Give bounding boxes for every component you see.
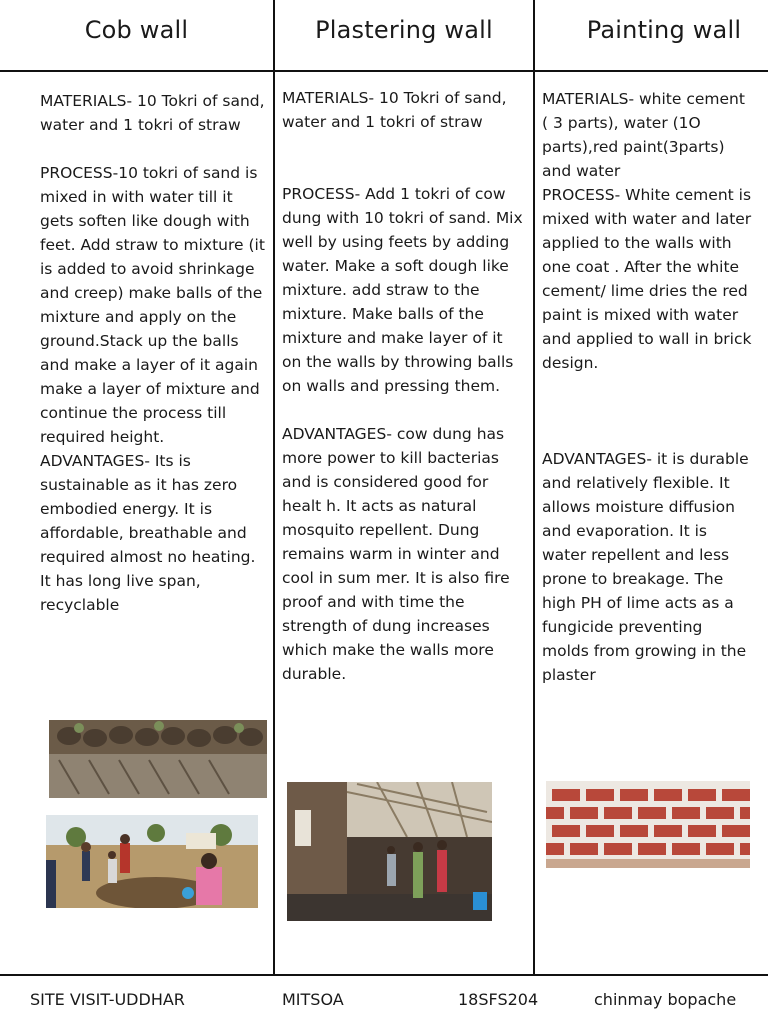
column-divider-1	[273, 0, 275, 974]
cob-wall-text	[40, 89, 268, 617]
painting-process: PROCESS- White cement is mixed with water and later applied to the walls with one coat . After the white cement/ lime dries the red paint is mixed with water and applied to wall in brick design.	[542, 186, 752, 372]
plastering-wall-text	[282, 86, 526, 686]
cob-advantages: ADVANTAGES- Its is sustainable as it has zero embodied energy. It is affordable, breathable and required almost no heating. It has long live span, recyclable	[40, 452, 256, 614]
cob-wall-balls-photo	[49, 720, 267, 798]
plastering-process: PROCESS- Add 1 tokri of cow dung with 10 tokri of sand. Mix well by using feets by adding water. Make a soft dough like mixture. add straw to the mixture. Make balls of the mixture and make layer of it on the walls by throwing balls on walls and pressing them.	[282, 185, 523, 395]
painting-materials: MATERIALS- white cement ( 3 parts), water (1O parts),red paint(3parts) and water	[542, 90, 745, 180]
heading-plastering-wall: Plastering wall	[315, 16, 493, 44]
header-rule	[0, 70, 768, 72]
footer-school: MITSOA	[282, 990, 344, 1009]
heading-painting-wall: Painting wall	[586, 16, 742, 44]
painting-wall-text	[542, 87, 754, 687]
cob-wall-site-photo	[46, 815, 258, 908]
footer-site-visit: SITE VISIT-UDDHAR	[30, 990, 185, 1009]
heading-cob-wall: Cob wall	[84, 16, 189, 44]
footer-code: 18SFS204	[458, 990, 539, 1009]
plastering-advantages: ADVANTAGES- cow dung has more power to kill bacterias and is considered good for healt h. It acts as natural mosquito repellent. Dung remains warm in winter and cool in sum mer. It is also fire proof and with time the strength of dung increases which make the walls more durable.	[282, 425, 510, 683]
painted-brick-wall-photo	[546, 781, 750, 868]
cob-materials: MATERIALS- 10 Tokri of sand, water and 1 tokri of straw	[40, 92, 265, 134]
footer-author: chinmay bopache	[594, 990, 737, 1009]
plastering-materials: MATERIALS- 10 Tokri of sand, water and 1 tokri of straw	[282, 89, 507, 131]
cob-process: PROCESS-10 tokri of sand is mixed in with water till it gets soften like dough with feet. Add straw to mixture (it is added to avoid shrinkage and creep) make balls of the mixture and apply on the ground.Stack up the balls and make a layer of it again make a layer of mixture and continue the process till required height.	[40, 164, 265, 446]
column-divider-2	[533, 0, 535, 974]
painting-advantages: ADVANTAGES- it is durable and relatively flexible. It allows moisture diffusion and evaporation. It is water repellent and less prone to breakage. The high PH of lime acts as a fungicide preventing molds from growing in the plaster	[542, 450, 749, 684]
footer-rule	[0, 974, 768, 976]
plastering-interior-photo	[287, 782, 492, 921]
